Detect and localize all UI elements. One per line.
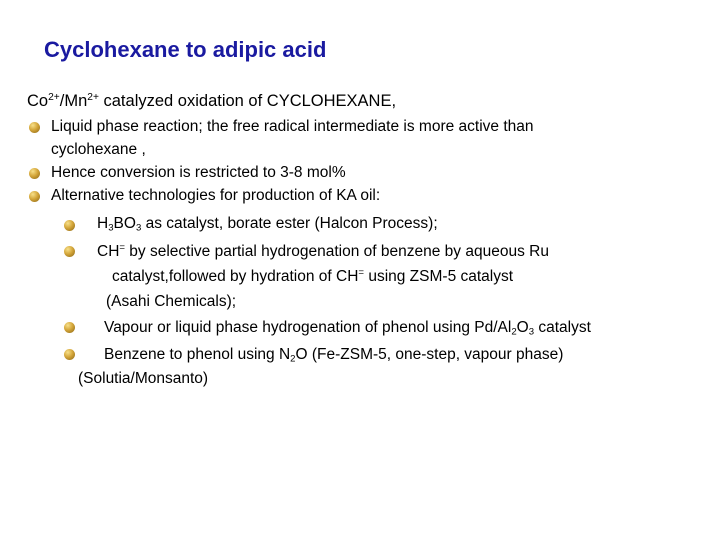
intro-co: Co: [27, 92, 49, 110]
formula-h: H: [97, 215, 109, 232]
intro-mn: /Mn: [59, 92, 88, 110]
intro-mn-charge: 2+: [87, 91, 99, 103]
formula-ch: CH: [97, 243, 120, 260]
formula-o-sub: 3: [528, 326, 535, 338]
sub-bullet-text-3: [104, 319, 591, 337]
sub-bullet-text-2b-rest: using ZSM-5 catalyst: [364, 268, 514, 285]
intro-co-charge: 2+: [48, 91, 60, 103]
sub-bullet-text-3-start: Vapour or liquid phase hydrogenation of phenol using Pd/Al: [104, 319, 512, 336]
formula-ch-sup-2: =: [358, 267, 365, 279]
sub-bullet-text-1-rest: as catalyst, borate ester (Halcon Process);: [141, 215, 438, 232]
sub-bullet-text-2b: [112, 268, 513, 286]
sub-bullet-text-2a: [97, 243, 549, 261]
sub-bullet-text-4a: [104, 346, 563, 364]
sub-bullet-text-4b: (Solutia/Monsanto): [78, 370, 209, 387]
formula-al-sub: 2: [511, 326, 517, 338]
intro-line: [27, 92, 396, 110]
bullet-text-1b: cyclohexane ,: [51, 141, 146, 158]
sub-bullet-icon: [64, 220, 75, 231]
formula-h-sub: 3: [108, 222, 114, 234]
formula-o: O: [516, 319, 529, 336]
intro-rest: catalyzed oxidation of CYCLOHEXANE,: [98, 92, 397, 110]
sub-bullet-text-1: [97, 215, 438, 233]
sub-bullet-icon: [64, 246, 75, 257]
bullet-text-3: Alternative technologies for production of KA oil:: [51, 187, 381, 204]
sub-bullet-text-3-rest: catalyst: [534, 319, 591, 336]
bullet-text-1a: Liquid phase reaction; the free radical intermediate is more active than: [51, 118, 534, 135]
sub-bullet-icon: [64, 322, 75, 333]
sub-bullet-text-2a-rest: by selective partial hydrogenation of benzene by aqueous Ru: [125, 243, 549, 260]
sub-bullet-text-4a-rest: O (Fe-ZSM-5, one-step, vapour phase): [295, 346, 564, 363]
sub-bullet-text-2c: (Asahi Chemicals);: [106, 293, 237, 310]
slide-title: Cyclohexane to adipic acid: [44, 37, 327, 62]
sub-bullet-icon: [64, 349, 75, 360]
bullet-icon: [29, 191, 40, 202]
bullet-text-2: Hence conversion is restricted to 3-8 mol%: [51, 164, 346, 181]
formula-bo: BO: [113, 215, 136, 232]
formula-n-sub: 2: [290, 353, 296, 365]
bullet-icon: [29, 168, 40, 179]
formula-ch-sup: =: [119, 242, 125, 254]
sub-bullet-text-2b-start: catalyst,followed by hydration of CH: [112, 268, 359, 285]
sub-bullet-text-4a-start: Benzene to phenol using N: [104, 346, 291, 363]
formula-bo-sub: 3: [135, 222, 142, 234]
bullet-icon: [29, 122, 40, 133]
